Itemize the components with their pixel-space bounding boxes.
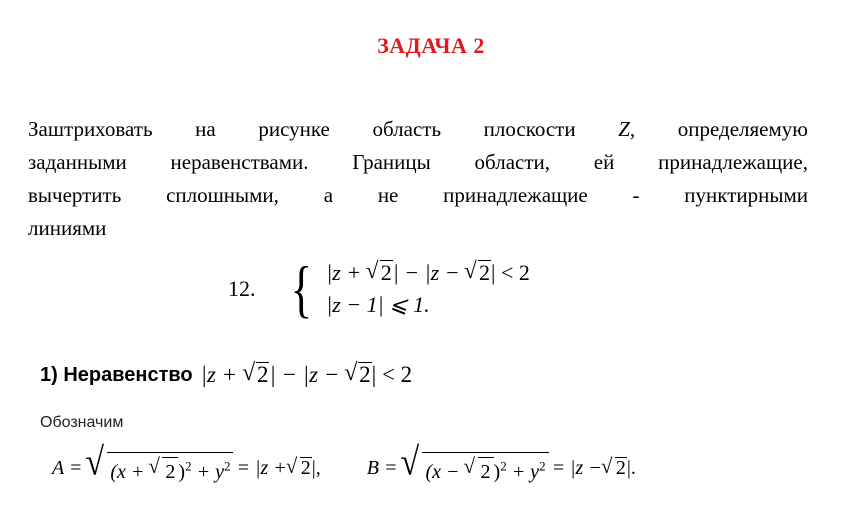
sqrt-symbol (244, 362, 270, 388)
variable-z: Z (618, 117, 630, 141)
def-a-lhs: A = (52, 456, 83, 479)
notation-label: Обозначим (40, 414, 124, 431)
system-equations (326, 260, 530, 318)
task-line-2: заданными неравенствами. Границы области, ей принадлежащие, (28, 150, 808, 174)
eq1-part-c: | < 2 (491, 260, 530, 285)
def-a-inner-2: ) (178, 461, 186, 483)
def-b-lhs: B = (366, 456, 398, 479)
def-b-rhs-1: = |z − (551, 456, 602, 479)
sqrt-symbol (368, 260, 393, 286)
def-a-rhs-2: |, (311, 456, 321, 479)
section-heading (40, 362, 412, 388)
sqrt-symbol (603, 457, 627, 480)
section-heading-text: 1) Неравенство (40, 363, 193, 386)
def-a-rhs-r: 2 (300, 456, 311, 479)
def-b-y: + y (506, 461, 540, 483)
big-sqrt-symbol (85, 452, 233, 484)
eq1-radicand-2: 2 (479, 260, 491, 285)
task-line-1-a: Заштриховать на рисунке область плоскости (28, 117, 619, 141)
heading-radicand-2: 2 (359, 362, 371, 387)
task-line-1 (28, 113, 808, 146)
task-line-3: вычертить сплошными, а не принадлежащие - пунктирными (28, 183, 808, 207)
heading-math-c: | < 2 (371, 362, 413, 387)
def-a-r: 2 (162, 457, 178, 483)
def-a-y: + y (191, 461, 224, 483)
problem-number: 12. (228, 276, 256, 301)
left-brace: { (290, 253, 312, 324)
def-a-rhs-1: = |z + (236, 456, 287, 479)
big-sqrt-symbol (400, 452, 548, 484)
def-b-rhs-r: 2 (615, 456, 626, 479)
def-b-r: 2 (478, 457, 494, 483)
eq1-part-a: |z + (326, 260, 367, 285)
task-title: ЗАДАЧА 2 (377, 33, 485, 58)
heading-math-b: | − |z − (269, 362, 346, 387)
def-a-inner-1: (x + (110, 461, 150, 483)
def-b-radicand (422, 452, 548, 484)
def-a-y-square: 2 (223, 458, 231, 474)
task-line-4: линиями (28, 216, 107, 240)
inequality-system (228, 254, 530, 324)
system-eq-2: |z − 1| ⩽ 1. (326, 292, 430, 317)
definitions-formula (52, 452, 636, 484)
heading-math-a: |z + (200, 362, 243, 387)
def-b-y-square: 2 (539, 458, 546, 474)
sqrt-symbol (288, 457, 312, 480)
heading-radicand-1: 2 (256, 362, 269, 387)
def-b-inner-1: (x − (425, 461, 465, 483)
section-heading-math (201, 362, 413, 388)
def-a-square: 2 (185, 458, 192, 474)
system-eq-1 (326, 260, 530, 286)
sqrt-symbol (466, 260, 491, 286)
task-line-1-b: , определяемую (629, 117, 808, 141)
def-a-radicand (107, 452, 233, 484)
eq1-radicand-1: 2 (380, 260, 392, 285)
def-b-rhs-2: |. (626, 456, 636, 479)
task-text (28, 113, 808, 245)
sqrt-symbol (466, 457, 494, 484)
def-b-square: 2 (500, 458, 507, 474)
eq1-part-b: | − |z − (392, 260, 466, 285)
sqrt-symbol (346, 362, 372, 388)
sqrt-symbol (150, 457, 178, 484)
def-b-inner-2: ) (493, 461, 501, 483)
